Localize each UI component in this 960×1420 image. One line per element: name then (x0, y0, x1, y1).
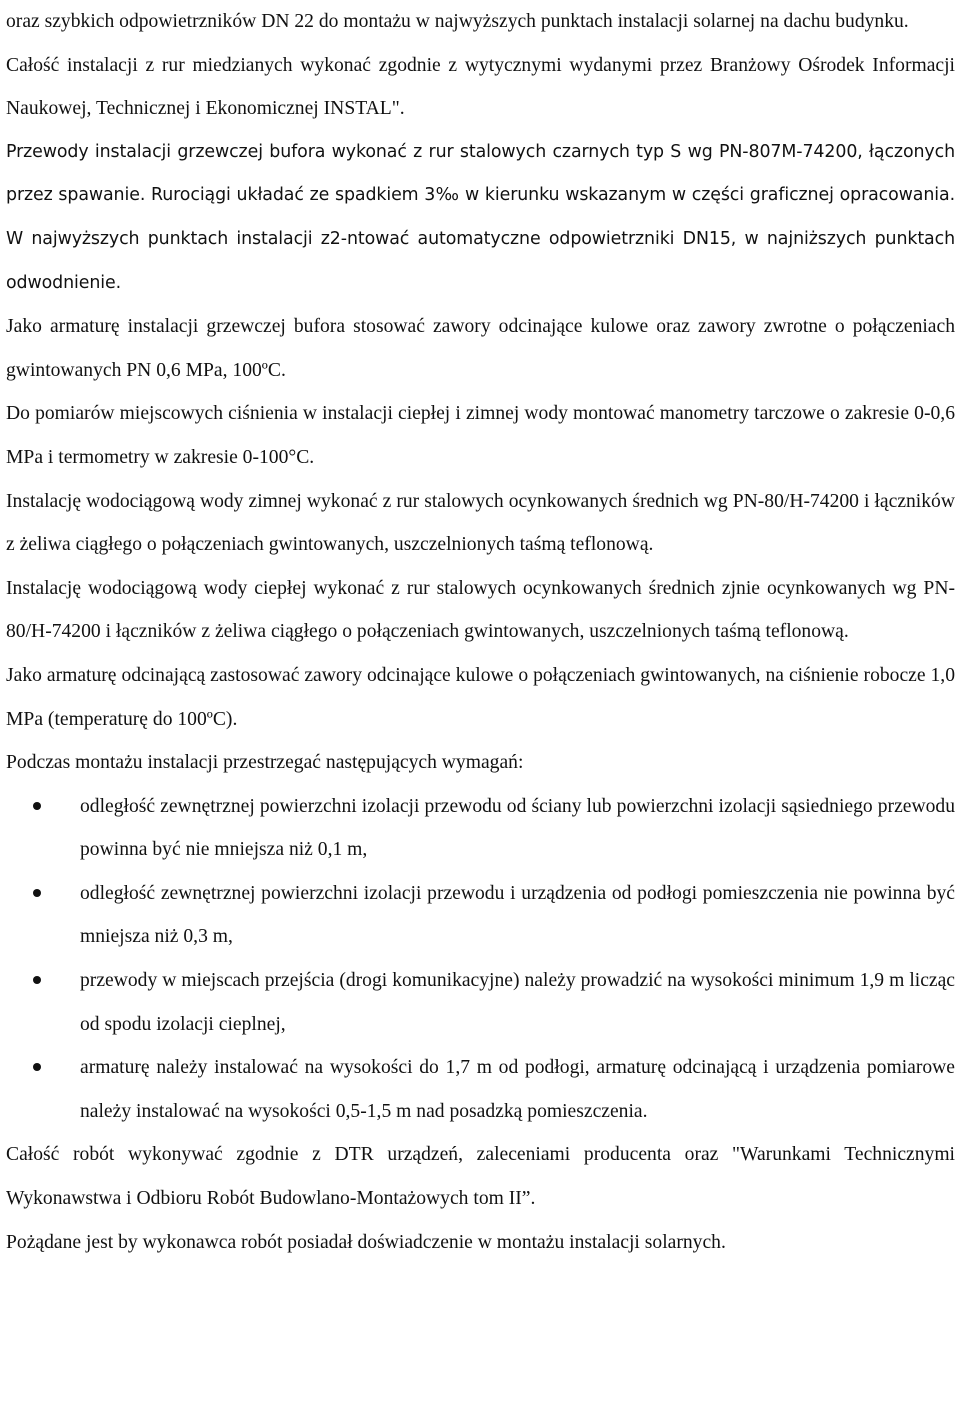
document-page (6, 0, 955, 1264)
list-item-text: armaturę należy instalować na wysokości do 1,7 m od podłogi, armaturę odcinającą i urządzenia pomiarowe należy instalować na wysokości 0,5-1,5 m nad posadzką pomieszczenia. (80, 1057, 955, 1122)
paragraph-buffer-heating-pipes: Przewody instalacji grzewczej bufora wykonać z rur stalowych czarnych typ S wg PN-807M-74200, łączonych przez spawanie. Rurociągi układać ze spadkiem 3‰ w kierunku wskazanym w części graficznej opracowania. W najwyższych punktach instalacji z2-ntować automatyczne odpowietrzniki DN15, w najniższych punktach odwodnienie. (6, 141, 955, 293)
paragraph-solar-vents: oraz szybkich odpowietrzników DN 22 do montażu w najwyższych punktach instalacji solarnej na dachu budynku. (6, 11, 909, 32)
list-item (6, 785, 955, 872)
paragraph-gauges: Do pomiarów miejscowych ciśnienia w instalacji ciepłej i zimnej wody montować manometry tarczowe o zakresie 0-0,6 MPa i termometry w zakresie 0-100°C. (6, 403, 955, 468)
list-item (6, 959, 955, 1046)
list-item-text: przewody w miejscach przejścia (drogi komunikacyjne) należy prowadzić na wysokości minimum 1,9 m licząc od spodu izolacji cieplnej, (80, 970, 955, 1035)
paragraph-shutoff-fittings: Jako armaturę odcinającą zastosować zawory odcinające kulowe o połączeniach gwintowanych, na ciśnienie robocze 1,0 MPa (temperaturę do 100ºC). (6, 664, 955, 730)
bullet-icon (33, 976, 41, 984)
paragraph-copper-installation: Całość instalacji z rur miedzianych wykonać zgodnie z wytycznymi wydanymi przez Branżowy Ośrodek Informacji Naukowej, Technicznej i Ekonomicznej INSTAL". (6, 54, 955, 120)
list-item (6, 872, 955, 959)
paragraph-heating-fittings: Jako armaturę instalacji grzewczej bufora stosować zawory odcinające kulowe oraz zawory zwrotne o połączeniach gwintowanych PN 0,6 MPa, 100ºC. (6, 316, 955, 381)
list-item-text: odległość zewnętrznej powierzchni izolacji przewodu od ściany lub powierzchni izolacji sąsiedniego przewodu powinna być nie mniejsza niż 0,1 m, (80, 795, 955, 861)
paragraph-cold-water: Instalację wodociągową wody zimnej wykonać z rur stalowych ocynkowanych średnich wg PN-80/H-74200 i łączników z żeliwa ciągłego o połączeniach gwintowanych, uszczelnionych taśmą teflonową. (6, 490, 955, 556)
bullet-icon (33, 802, 41, 810)
paragraph-hot-water: Instalację wodociągową wody ciepłej wykonać z rur stalowych ocynkowanych średnich zjnie ocynkowanych wg PN-80/H-74200 i łączników z żeliwa ciągłego o połączeniach gwintowanych, uszczelnionych taśmą teflonową. (6, 577, 955, 643)
bullet-icon (33, 1063, 41, 1071)
requirements-list (6, 785, 955, 1134)
paragraph-dtr-compliance: Całość robót wykonywać zgodnie z DTR urządzeń, zaleceniami producenta oraz "Warunkami Technicznymi Wykonawstwa i Odbioru Robót Budowlano-Montażowych tom II”. (6, 1144, 955, 1210)
paragraph-contractor-experience: Pożądane jest by wykonawca robót posiadał doświadczenie w montażu instalacji solarnych. (6, 1231, 726, 1253)
paragraph-requirements-intro: Podczas montażu instalacji przestrzegać następujących wymagań: (6, 752, 524, 774)
list-item (6, 1046, 955, 1133)
bullet-icon (33, 889, 41, 897)
list-item-text: odległość zewnętrznej powierzchni izolacji przewodu i urządzenia od podłogi pomieszczenia nie powinna być mniejsza niż 0,3 m, (80, 882, 955, 948)
